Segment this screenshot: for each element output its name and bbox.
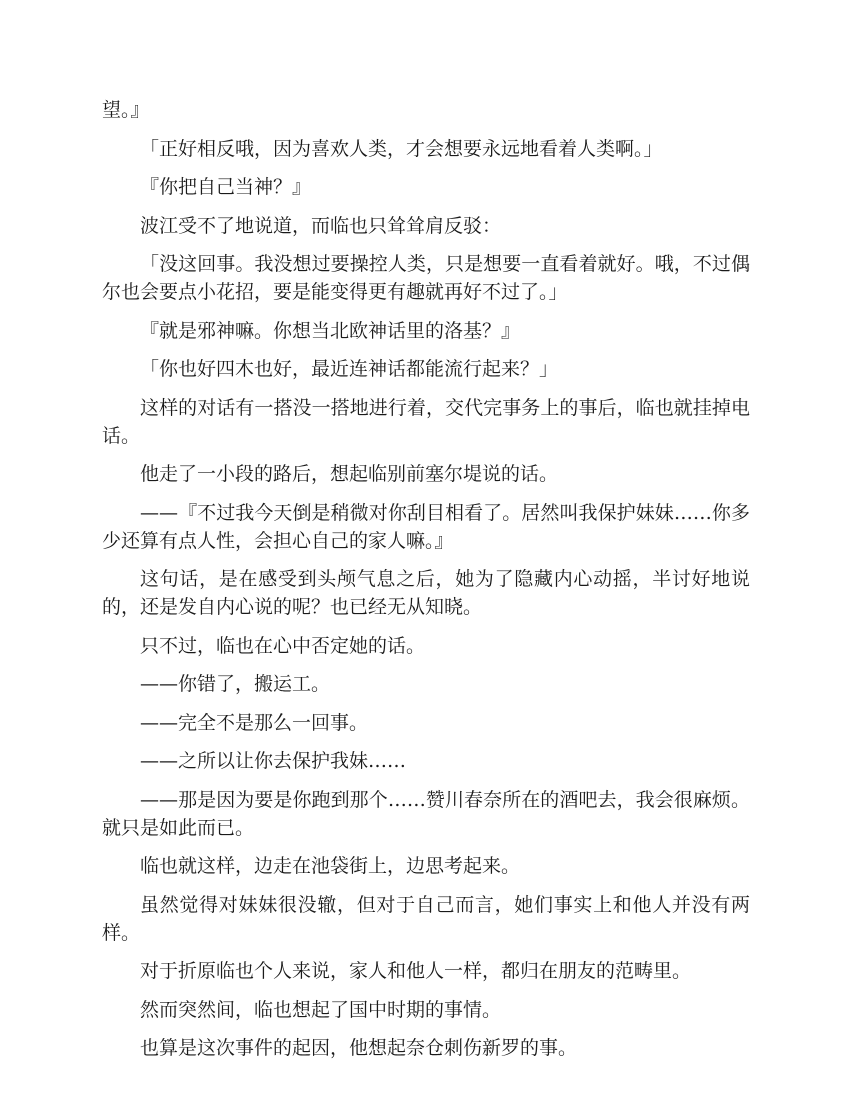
paragraph: ——那是因为要是你跑到那个……赞川春奈所在的酒吧去，我会很麻烦。就只是如此而已。 — [102, 788, 750, 839]
paragraph: 临也就这样，边走在池袋街上，边思考起来。 — [140, 855, 521, 877]
document-page — [102, 96, 750, 1073]
paragraph: 「没这回事。我没想过要操控人类，只是想要一直看着就好。哦，不过偶尔也会要点小花招，要是能变得更有趣就再好不过了。」 — [102, 253, 750, 303]
paragraph: 「正好相反哦，因为喜欢人类，才会想要永远地看着人类啊。」 — [140, 137, 663, 160]
paragraph: 『你把自己当神？』 — [140, 176, 312, 198]
paragraph: 只不过，临也在心中否定她的话。 — [140, 634, 426, 657]
paragraph: 『就是邪神嘛。你想当北欧神话里的洛基？』 — [140, 319, 521, 342]
paragraph: ——你错了，搬运工。 — [140, 673, 331, 695]
paragraph: 对于折原临也个人来说，家人和他人一样，都归在朋友的范畴里。 — [140, 960, 692, 982]
paragraph: 然而突然间，临也想起了国中时期的事情。 — [140, 998, 502, 1021]
paragraph: 波江受不了地说道，而临也只耸耸肩反驳： — [140, 214, 502, 237]
paragraph: ——之所以让你去保护我妹…… — [140, 750, 407, 772]
paragraph: 「你也好四木也好，最近连神话都能流行起来？」 — [140, 358, 559, 380]
paragraph: 虽然觉得对妹妹很没辙，但对于自己而言，她们事实上和他人并没有两样。 — [102, 893, 750, 944]
paragraph: ——『不过我今天倒是稍微对你刮目相看了。居然叫我保护妹妹……你多少还算有点人性，会担心自己的家人嘛。』 — [102, 501, 750, 552]
paragraph: 他走了一小段的路后，想起临别前塞尔堤说的话。 — [140, 463, 559, 485]
paragraph: ——完全不是那么一回事。 — [140, 711, 369, 734]
paragraph: 这样的对话有一搭没一搭地进行着，交代完事务上的事后，临也就挂掉电话。 — [102, 396, 750, 447]
paragraph: 这句话，是在感受到头颅气息之后，她为了隐藏内心动摇，半讨好地说的，还是发自内心说的呢？也已经无从知晓。 — [102, 568, 750, 618]
paragraph: 也算是这次事件的起因，他想起奈仓刺伤新罗的事。 — [140, 1037, 578, 1059]
paragraph: 望。』 — [102, 99, 150, 121]
